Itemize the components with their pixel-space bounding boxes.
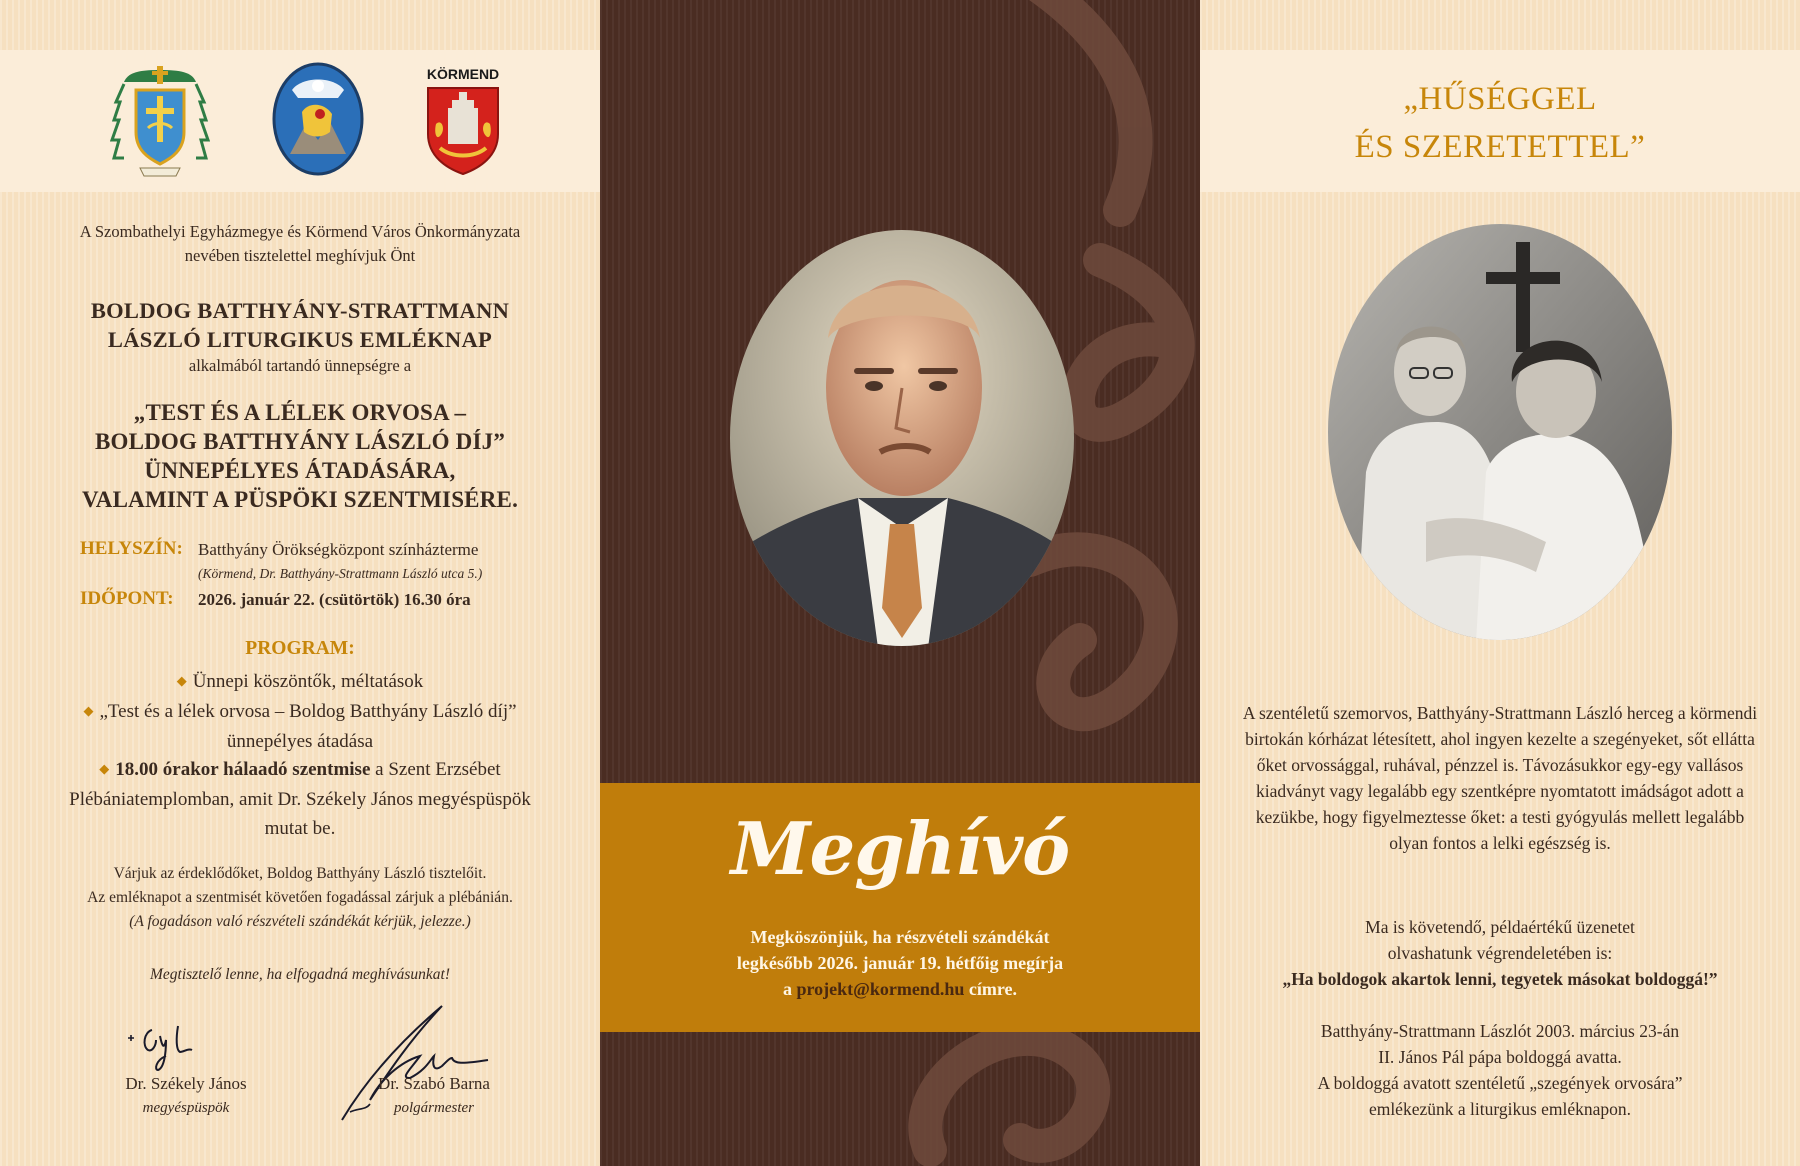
time-label: IDŐPONT:: [80, 588, 174, 609]
motto-line: „HŰSÉGGEL: [1403, 81, 1597, 117]
diamond-bullet-icon: ◆: [83, 703, 94, 718]
time-value: 2026. január 22. (csütörtök) 16.30 óra: [198, 590, 471, 609]
title-line: BOLDOG BATTHYÁNY LÁSZLÓ DÍJ”: [94, 429, 506, 454]
invitation-intro: [40, 220, 560, 268]
program-item-text: Ünnepi köszöntők, méltatások: [192, 671, 424, 692]
award-ceremony-title: [20, 398, 580, 514]
left-panel: [0, 0, 600, 1166]
motto-heading: [1200, 75, 1800, 171]
episcopal-coat-of-arms-icon: [110, 62, 210, 180]
beatification-line: A boldoggá avatott szentéletű „szegények orvosára”: [1317, 1073, 1683, 1093]
mayor-role: polgármester: [394, 1100, 474, 1116]
bishop-name: Dr. Székely János: [125, 1074, 247, 1093]
reception-note: (A fogadáson való részvételi szándékát kérjük, jelezze.): [129, 913, 471, 930]
legacy-paragraph: [1240, 914, 1760, 992]
legacy-line: Ma is követendő, példaértékű üzenetet: [1365, 917, 1635, 937]
intro-line: nevében tisztelettel meghívjuk Önt: [184, 246, 416, 265]
venue-address: (Körmend, Dr. Batthyány-Strattmann László utca 5.): [198, 566, 483, 581]
beatification-line: II. János Pál pápa boldoggá avatta.: [1378, 1047, 1622, 1067]
rsvp-line: legkésőbb 2026. január 19. hétfőig megírja: [736, 953, 1064, 973]
closing-line: Az emléknapot a szentmisét követően fogadással zárjuk a plébánián.: [87, 889, 513, 906]
portrait-batthyany: [728, 228, 1076, 648]
rsvp-line: Megköszönjük, ha részvételi szándékát: [750, 927, 1050, 947]
bishop-signature-icon: [122, 1020, 222, 1076]
closing-text: [30, 862, 570, 934]
diocese-emblem-icon: [272, 62, 364, 176]
kormend-label: KÖRMEND: [426, 66, 500, 82]
program-item-text: „Test és a lélek orvosa – Boldog Batthyány László díj” ünnepélyes átadása: [99, 701, 517, 752]
title-line: BOLDOG BATTHYÁNY-STRATTMANN: [90, 298, 510, 323]
beatification-paragraph: [1240, 1018, 1760, 1122]
testament-quote: „Ha boldogok akartok lenni, tegyetek másokat boldoggá!”: [1282, 969, 1718, 989]
middle-panel: [600, 0, 1200, 1166]
memorial-day-title: [20, 296, 580, 354]
right-panel: [1200, 0, 1800, 1166]
program-item: [50, 755, 550, 843]
diamond-bullet-icon: ◆: [99, 761, 110, 776]
rsvp-text: [650, 924, 1150, 1002]
title-line: „TEST ÉS A LÉLEK ORVOSA –: [133, 400, 467, 425]
program-item: [50, 667, 550, 697]
title-line: ÜNNEPÉLYES ÁTADÁSÁRA,: [144, 458, 456, 483]
honor-text: Megtisztelő lenne, ha elfogadná meghívásunkat!: [149, 966, 451, 983]
bishop-role: megyéspüspök: [142, 1100, 230, 1116]
closing-line: Várjuk az érdeklődőket, Boldog Batthyány László tisztelőit.: [113, 865, 487, 882]
legacy-line: olvashatunk végrendeletében is:: [1387, 943, 1613, 963]
mayor-name: Dr. Szabó Barna: [378, 1074, 490, 1093]
intro-line: A Szombathelyi Egyházmegye és Körmend Város Önkormányzata: [79, 222, 521, 241]
beatification-line: emlékezünk a liturgikus emléknapon.: [1368, 1099, 1632, 1119]
program-item-text: a Szent Erzsébet Plébániatemplomban, amit Dr. Székely János megyéspüspök mutat be.: [69, 759, 531, 839]
beatification-line: Batthyány-Strattmann Lászlót 2003. március 23-án: [1320, 1021, 1680, 1041]
program-item-bold: 18.00 órakor hálaadó szentmise: [115, 759, 371, 780]
invitation-heading: Meghívó: [730, 806, 1070, 891]
rsvp-line: a projekt@kormend.hu címre.: [782, 979, 1018, 999]
kormend-coat-of-arms-icon: [424, 84, 502, 176]
title-line: VALAMINT A PÜSPÖKI SZENTMISÉRE.: [81, 487, 519, 512]
title-line: LÁSZLÓ LITURGIKUS EMLÉKNAP: [107, 327, 493, 352]
program-item: [50, 697, 550, 756]
occasion-text: alkalmából tartandó ünnepségre a: [188, 356, 412, 375]
diamond-bullet-icon: ◆: [176, 673, 187, 688]
rsvp-email-link[interactable]: projekt@kormend.hu: [796, 979, 965, 999]
program-title: PROGRAM:: [245, 638, 355, 659]
venue-value: Batthyány Örökségközpont színházterme: [198, 540, 479, 559]
motto-line: ÉS SZERETETTEL”: [1354, 129, 1646, 165]
historical-photo: [1326, 222, 1674, 642]
biography-paragraph: A szentéletű szemorvos, Batthyány-Strattmann László herceg a körmendi birtokán kórházat létesített, ahol ingyen kezelte a szegényeket, sőt ellátta őket orvossággal, ruhával, pénzzel is. Távozásukkor egy-egy vallásos kiadványt vagy legalább egy szentképre nyomtatott imádságot adott a kezükbe, hogy figyelmeztesse őket: a testi gyógyulás mellett legalább olyan fontos a lelki egészség is.: [1242, 703, 1758, 853]
venue-label: HELYSZÍN:: [80, 538, 183, 559]
